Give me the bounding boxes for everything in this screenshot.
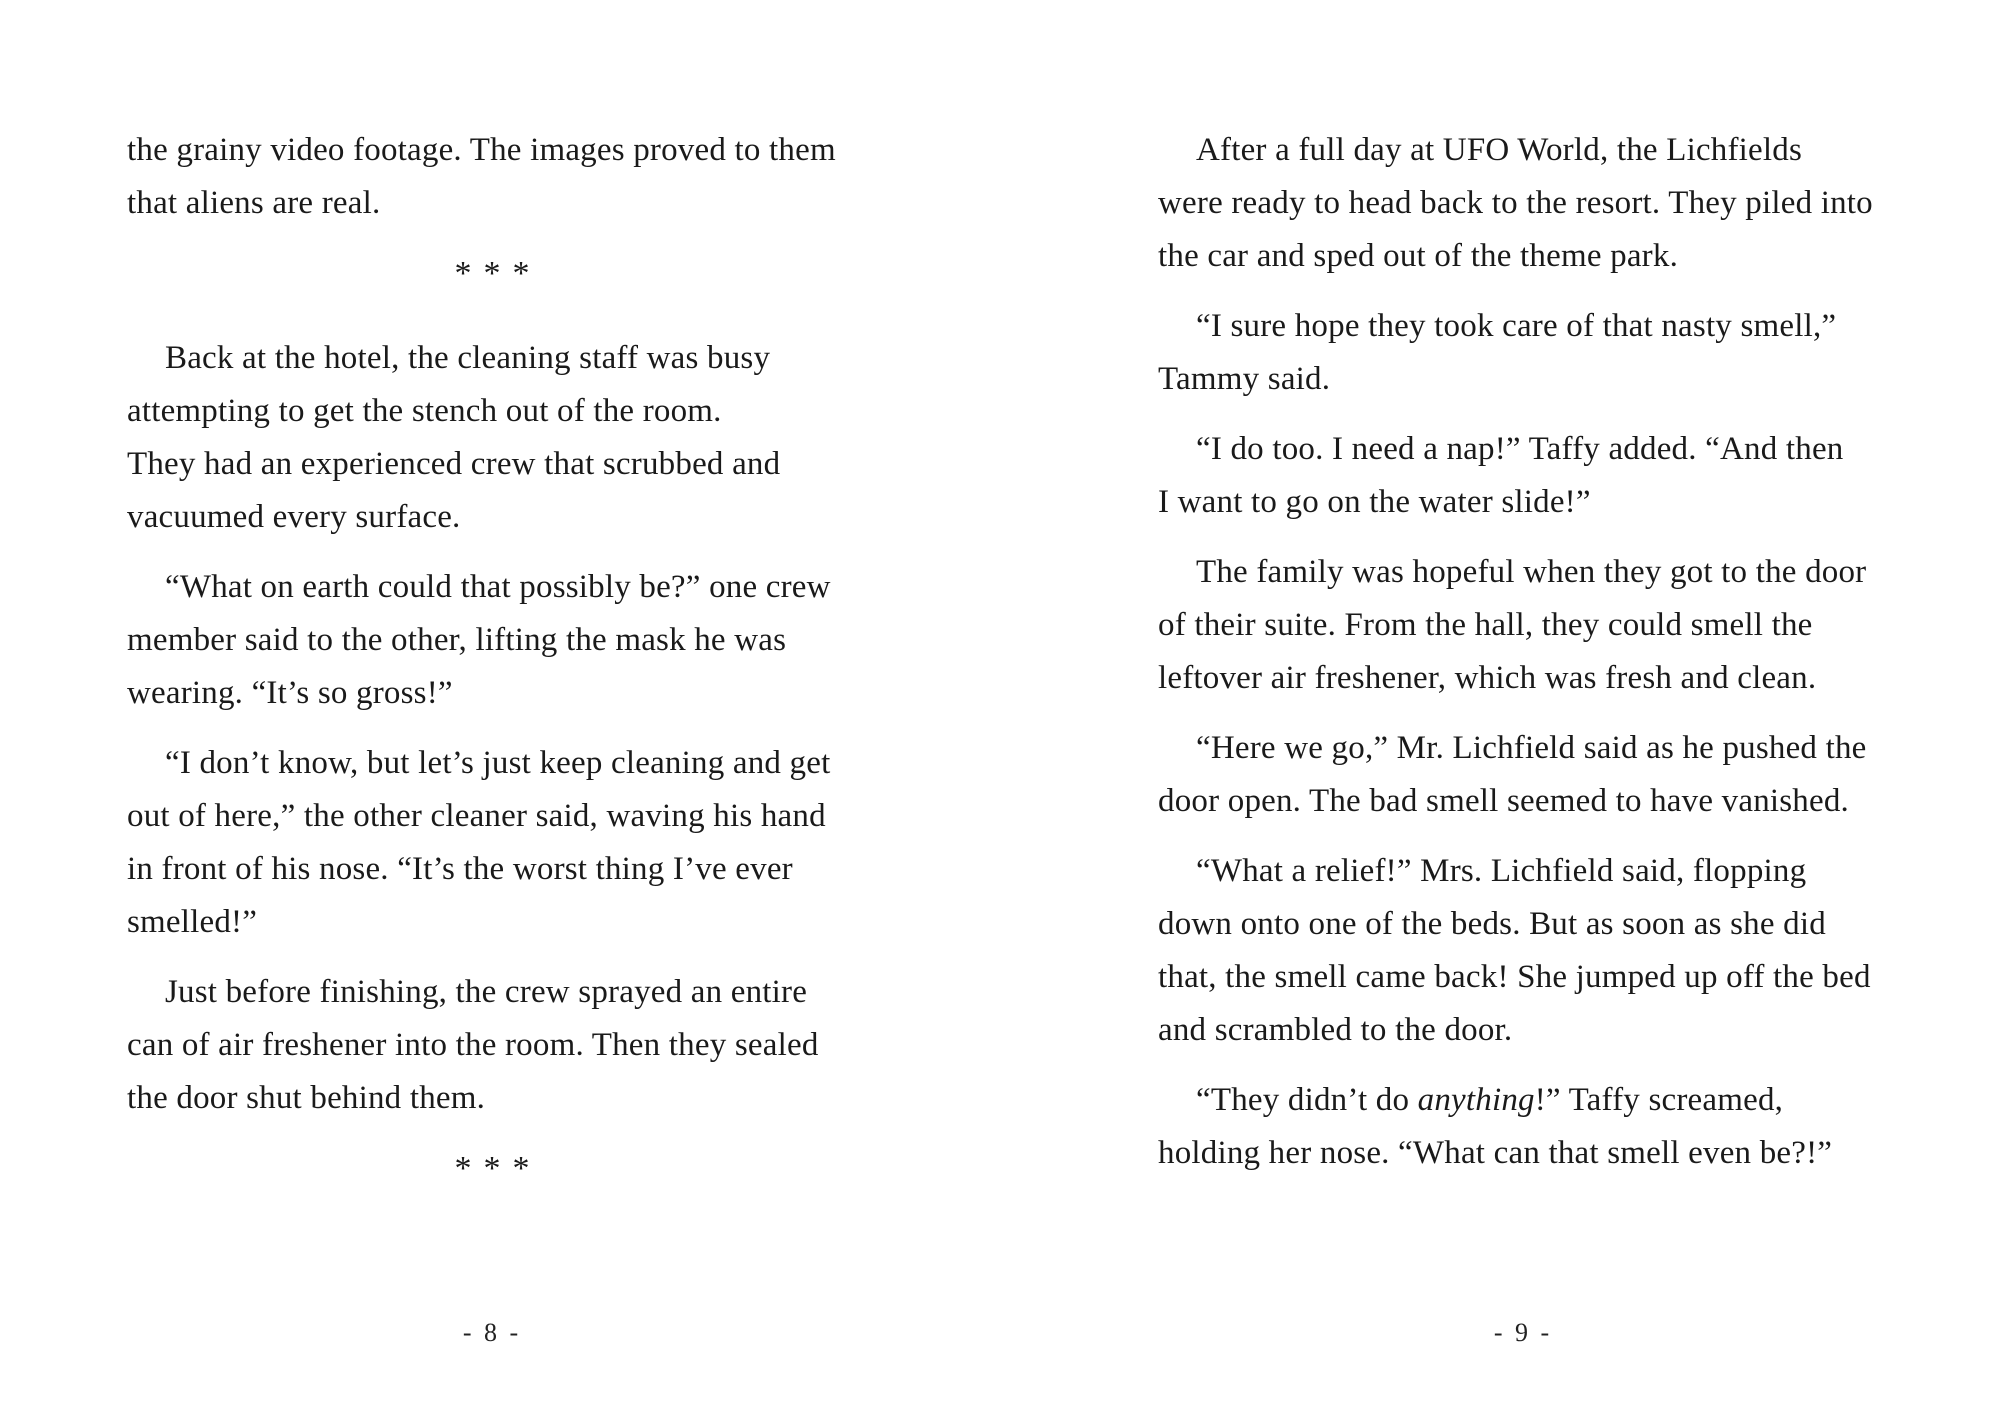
- text-line: door open. The bad smell seemed to have vanished.: [1158, 783, 1850, 819]
- text-line: They had an experienced crew that scrubbed and: [127, 446, 781, 482]
- text-line: member said to the other, lifting the mask he was: [127, 622, 787, 658]
- paragraph: [1158, 1074, 1888, 1180]
- text-line: the grainy video footage. The images proved to them: [127, 132, 836, 168]
- text-line: holding her nose. “What can that smell even be?!”: [1158, 1135, 1833, 1171]
- text-line: the door shut behind them.: [127, 1080, 486, 1116]
- text-line: “What on earth could that possibly be?” one crew: [165, 569, 831, 605]
- text-line: can of air freshener into the room. Then they sealed: [127, 1027, 819, 1063]
- text-line: out of here,” the other cleaner said, waving his hand: [127, 798, 826, 834]
- text-line: down onto one of the beds. But as soon as she did: [1158, 906, 1826, 942]
- right-page-text-column: [1158, 124, 1888, 1197]
- text-line: of their suite. From the hall, they could smell the: [1158, 607, 1813, 643]
- section-separator: ***: [454, 1150, 542, 1187]
- paragraph: [127, 966, 857, 1125]
- text-line: Tammy said.: [1158, 361, 1331, 397]
- text-line: and scrambled to the door.: [1158, 1012, 1513, 1048]
- paragraph: [127, 332, 857, 544]
- text-line: attempting to get the stench out of the room.: [127, 393, 722, 429]
- section-separator: ***: [454, 255, 542, 292]
- italic-text: anything: [1417, 1082, 1535, 1118]
- text-line: “I sure hope they took care of that nasty smell,”: [1196, 308, 1837, 344]
- paragraph: [1158, 845, 1888, 1057]
- text-line: vacuumed every surface.: [127, 499, 461, 535]
- text-line: “Here we go,” Mr. Lichfield said as he pushed the: [1196, 730, 1867, 766]
- text-line: “I do too. I need a nap!” Taffy added. “And then: [1196, 431, 1844, 467]
- paragraph: [1158, 124, 1888, 283]
- paragraph: [1158, 300, 1888, 406]
- paragraph: [127, 737, 857, 949]
- text-line: “They didn’t do anything!” Taffy screamed,: [1196, 1082, 1784, 1118]
- text-line: that, the smell came back! She jumped up off the bed: [1158, 959, 1871, 995]
- text-line: “What a relief!” Mrs. Lichfield said, flopping: [1196, 853, 1807, 889]
- text-line: After a full day at UFO World, the Lichfields: [1196, 132, 1802, 168]
- text-line: Just before finishing, the crew sprayed an entire: [165, 974, 808, 1010]
- paragraph: [127, 124, 857, 230]
- page-number-right: - 9 -: [1493, 1318, 1553, 1347]
- left-page-text-column: [127, 124, 857, 1227]
- right-page: [1000, 0, 2000, 1428]
- paragraph: [127, 561, 857, 720]
- paragraph: [1158, 722, 1888, 828]
- text-line: I want to go on the water slide!”: [1158, 484, 1591, 520]
- paragraph: [1158, 546, 1888, 705]
- text-line: were ready to head back to the resort. They piled into: [1158, 185, 1873, 221]
- text-line: that aliens are real.: [127, 185, 381, 221]
- page-number-left: - 8 -: [462, 1318, 522, 1347]
- text-line: “I don’t know, but let’s just keep cleaning and get: [165, 745, 831, 781]
- text-line: in front of his nose. “It’s the worst thing I’ve ever: [127, 851, 793, 887]
- text-line: The family was hopeful when they got to the door: [1196, 554, 1867, 590]
- paragraph: [1158, 423, 1888, 529]
- text-line: wearing. “It’s so gross!”: [127, 675, 453, 711]
- text-line: leftover air freshener, which was fresh and clean.: [1158, 660, 1817, 696]
- text-line: the car and sped out of the theme park.: [1158, 238, 1679, 274]
- text-line: Back at the hotel, the cleaning staff was busy: [165, 340, 771, 376]
- text-line: smelled!”: [127, 904, 258, 940]
